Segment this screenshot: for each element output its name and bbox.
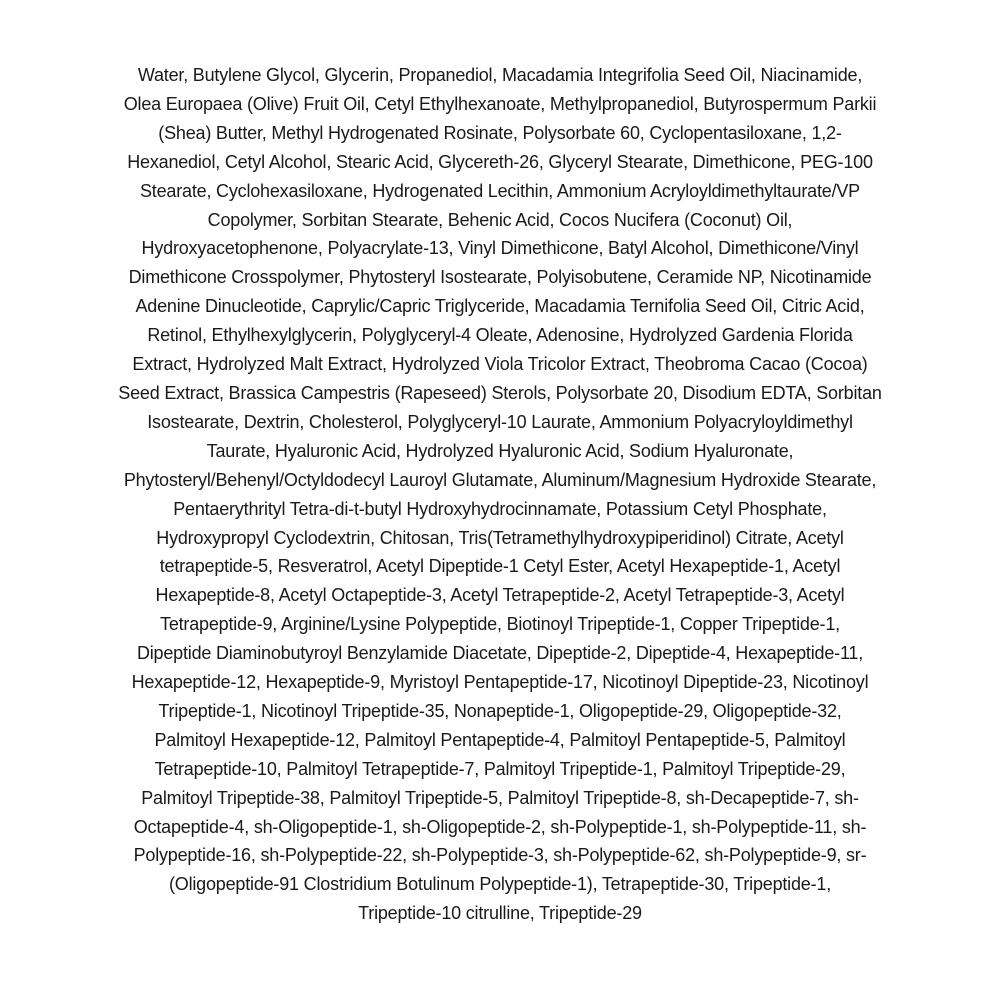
ingredients-line: Palmitoyl Hexapeptide-12, Palmitoyl Pentapeptide-4, Palmitoyl Pentapeptide-5, Palmitoyl xyxy=(154,729,846,750)
ingredients-line: Hexapeptide-12, Hexapeptide-9, Myristoyl Pentapeptide-17, Nicotinoyl Dipeptide-23, Nicotinoyl xyxy=(131,672,869,693)
ingredients-line: Olea Europaea (Olive) Fruit Oil, Cetyl Ethylhexanoate, Methylpropanediol, Butyrospermum Parkii xyxy=(123,93,877,114)
ingredients-line: Isostearate, Dextrin, Cholesterol, Polyglyceryl-10 Laurate, Ammonium Polyacryloyldimethyl xyxy=(147,411,853,432)
ingredients-line: Palmitoyl Tripeptide-38, Palmitoyl Tripeptide-5, Palmitoyl Tripeptide-8, sh-Decapeptide-7, sh- xyxy=(141,787,859,808)
ingredients-line: Tripeptide-10 citrulline, Tripeptide-29 xyxy=(358,903,642,924)
ingredients-line: Octapeptide-4, sh-Oligopeptide-1, sh-Oligopeptide-2, sh-Polypeptide-1, sh-Polypeptide-11, sh- xyxy=(133,816,867,837)
ingredients-line: tetrapeptide-5, Resveratrol, Acetyl Dipeptide-1 Cetyl Ester, Acetyl Hexapeptide-1, Acetyl xyxy=(159,556,841,577)
ingredients-line: Tetrapeptide-9, Arginine/Lysine Polypeptide, Biotinoyl Tripeptide-1, Copper Tripeptide-1, xyxy=(160,614,840,635)
ingredients-line: Hexapeptide-8, Acetyl Octapeptide-3, Acetyl Tetrapeptide-2, Acetyl Tetrapeptide-3, Acetyl xyxy=(155,585,845,606)
ingredients-line: Dimethicone Crosspolymer, Phytosteryl Isostearate, Polyisobutene, Ceramide NP, Nicotinamide xyxy=(128,267,872,288)
ingredients-line: Phytosteryl/Behenyl/Octyldodecyl Lauroyl Glutamate, Aluminum/Magnesium Hydroxide Stearate, xyxy=(123,469,877,490)
ingredients-line: (Shea) Butter, Methyl Hydrogenated Rosinate, Polysorbate 60, Cyclopentasiloxane, 1,2- xyxy=(158,122,842,143)
ingredients-line: Retinol, Ethylhexylglycerin, Polyglyceryl-4 Oleate, Adenosine, Hydrolyzed Gardenia Florida xyxy=(147,325,853,346)
ingredients-line: Seed Extract, Brassica Campestris (Rapeseed) Sterols, Polysorbate 20, Disodium EDTA, Sorbitan xyxy=(118,382,882,403)
ingredients-line: (Oligopeptide-91 Clostridium Botulinum Polypeptide-1), Tetrapeptide-30, Tripeptide-1, xyxy=(168,874,832,895)
ingredients-list xyxy=(0,61,1000,928)
ingredients-line: Adenine Dinucleotide, Caprylic/Capric Triglyceride, Macadamia Ternifolia Seed Oil, Citric Acid, xyxy=(135,296,865,317)
ingredients-line: Tripeptide-1, Nicotinoyl Tripeptide-35, Nonapeptide-1, Oligopeptide-29, Oligopeptide-32, xyxy=(158,700,842,721)
ingredients-line: Pentaerythrityl Tetra-di-t-butyl Hydroxyhydrocinnamate, Potassium Cetyl Phosphate, xyxy=(173,498,827,519)
ingredients-line: Stearate, Cyclohexasiloxane, Hydrogenated Lecithin, Ammonium Acryloyldimethyltaurate/VP xyxy=(140,180,860,201)
ingredients-line: Polypeptide-16, sh-Polypeptide-22, sh-Polypeptide-3, sh-Polypeptide-62, sh-Polypeptide-9, sr- xyxy=(133,845,867,866)
ingredients-line: Water, Butylene Glycol, Glycerin, Propanediol, Macadamia Integrifolia Seed Oil, Niacinamide, xyxy=(137,65,863,85)
ingredients-line: Tetrapeptide-10, Palmitoyl Tetrapeptide-7, Palmitoyl Tripeptide-1, Palmitoyl Tripeptide-29, xyxy=(154,758,846,779)
ingredients-line: Extract, Hydrolyzed Malt Extract, Hydrolyzed Viola Tricolor Extract, Theobroma Cacao (Cocoa) xyxy=(132,354,868,375)
ingredients-line: Dipeptide Diaminobutyroyl Benzylamide Diacetate, Dipeptide-2, Dipeptide-4, Hexapeptide-11, xyxy=(136,643,864,664)
ingredients-line: Hydroxypropyl Cyclodextrin, Chitosan, Tris(Tetramethylhydroxypiperidinol) Citrate, Acetyl xyxy=(156,527,844,548)
ingredients-line: Hydroxyacetophenone, Polyacrylate-13, Vinyl Dimethicone, Batyl Alcohol, Dimethicone/Vinyl xyxy=(141,238,859,259)
ingredients-line: Taurate, Hyaluronic Acid, Hydrolyzed Hyaluronic Acid, Sodium Hyaluronate, xyxy=(206,440,794,461)
ingredients-line: Copolymer, Sorbitan Stearate, Behenic Acid, Cocos Nucifera (Coconut) Oil, xyxy=(207,209,793,230)
ingredients-line: Hexanediol, Cetyl Alcohol, Stearic Acid, Glycereth-26, Glyceryl Stearate, Dimethicone, PEG-100 xyxy=(127,151,873,172)
